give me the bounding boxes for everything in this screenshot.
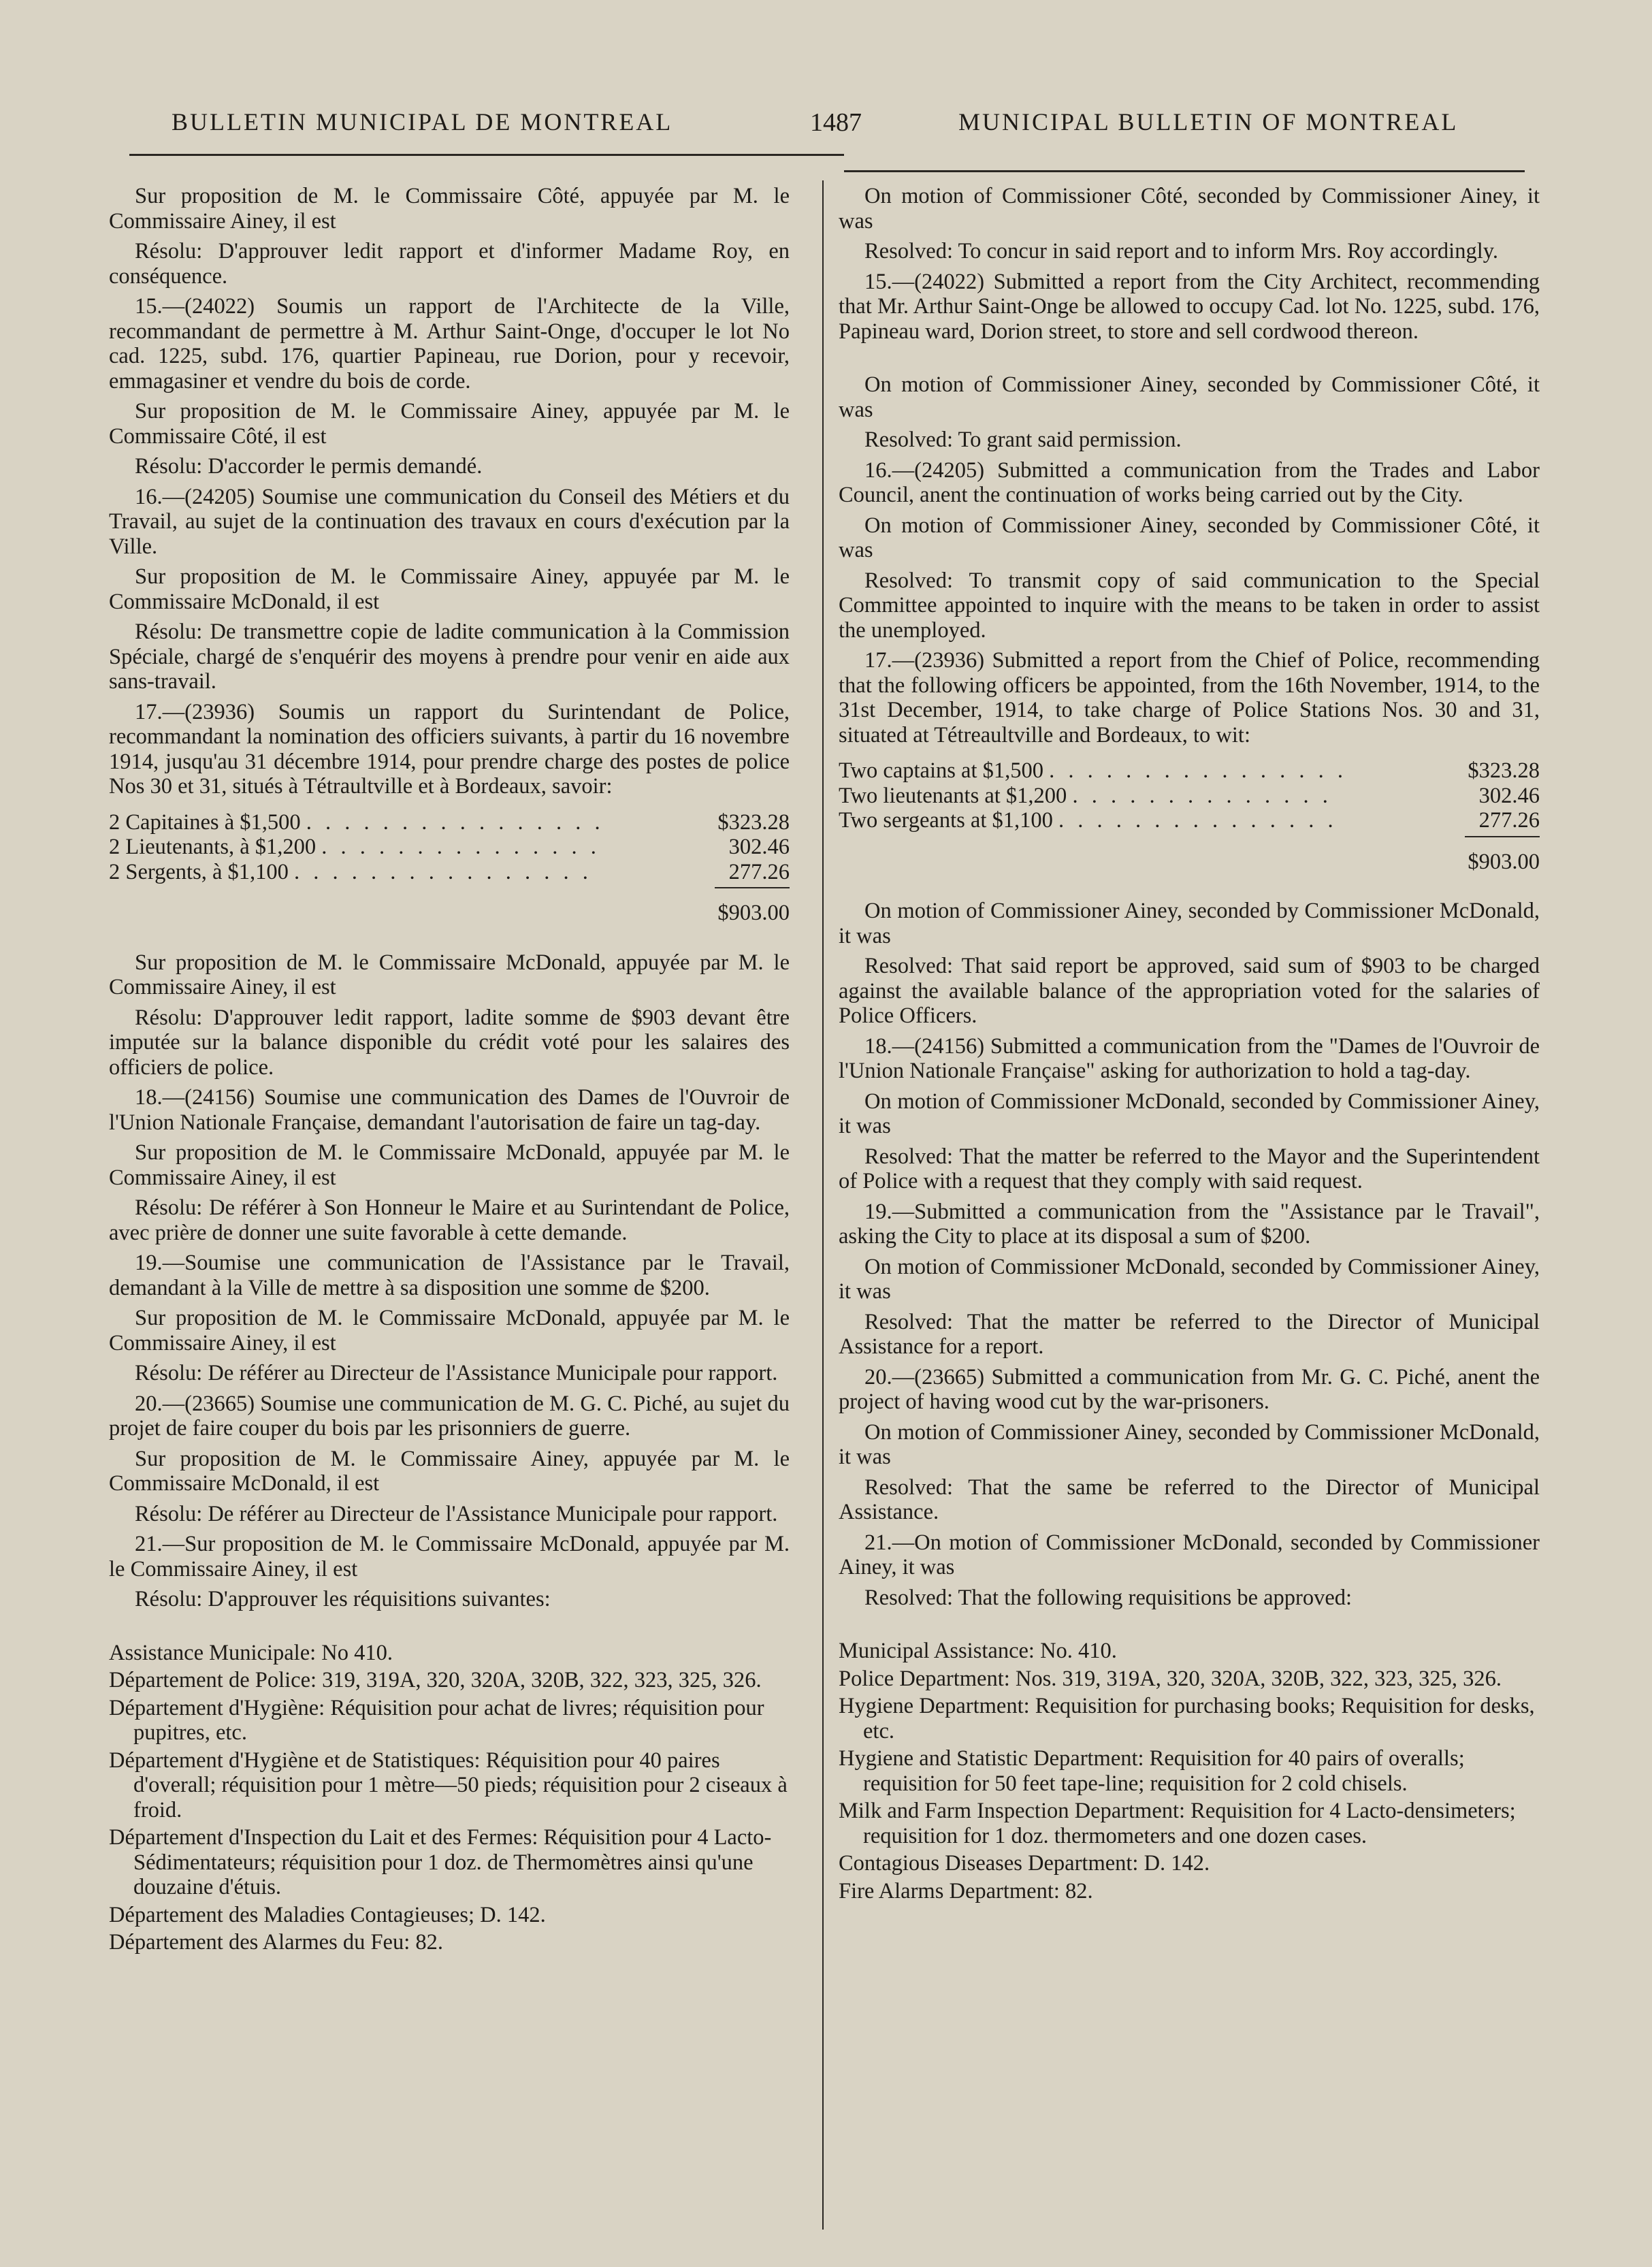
english-column bbox=[822, 184, 1540, 1906]
fr-item-15: 15.—(24022) Soumis un rapport de l'Architecte de la Ville, recommandant de permettre à M. Arthur Saint-Onge, d'occuper le lot No cad. 1225, subd. 176, quartier Papineau, rue Dorion, pour y recevoir, emmagasiner et vendre du bois de corde. bbox=[109, 294, 790, 393]
en-item-15: 15.—(24022) Submitted a report from the City Architect, recommending that Mr. Arthur Saint-Onge be allowed to occupy Cad. lot No. 1225, subd. 176, Papineau ward, Dorion street, to store and sell cordwood thereon. bbox=[839, 269, 1540, 344]
fr-resolution-2: Résolu: D'accorder le permis demandé. bbox=[135, 454, 483, 479]
table-label: 2 Capitaines à $1,500 . . . . . . . . . . . . . . . . bbox=[109, 809, 604, 835]
fr-resolution-6: Résolu: De référer au Directeur de l'Assistance Municipale pour rapport. bbox=[135, 1361, 778, 1385]
fr-item-20: 20.—(23665) Soumise une communication de M. G. C. Piché, au sujet du projet de faire couper du bois par les prisonniers de guerre. bbox=[109, 1391, 790, 1441]
page-number: 1487 bbox=[810, 108, 862, 137]
french-column bbox=[109, 184, 790, 1958]
table-amount: 302.46 bbox=[728, 835, 790, 859]
fr-table-total: $903.00 bbox=[109, 887, 790, 926]
table-row bbox=[839, 808, 1540, 833]
fr-motion-3: Sur proposition de M. le Commissaire Ainey, appuyée par M. le Commissaire McDonald, il est bbox=[109, 564, 790, 614]
table-row bbox=[109, 835, 790, 860]
en-resolution-4: Resolved: That said report be approved, said sum of $903 to be charged against the available balance of the appropriation voted for the salaries of Police Officers. bbox=[839, 954, 1540, 1028]
fr-motion-1: Sur proposition de M. le Commissaire Côté, appuyée par M. le Commissaire Ainey, il est bbox=[109, 184, 790, 234]
fr-motion-2: Sur proposition de M. le Commissaire Ainey, appuyée par M. le Commissaire Côté, il est bbox=[109, 399, 790, 449]
fr-resolution-1: Résolu: D'approuver ledit rapport et d'informer Madame Roy, en conséquence. bbox=[109, 239, 790, 289]
en-motion-6: On motion of Commissioner McDonald, seconded by Commissioner Ainey, it was bbox=[839, 1254, 1540, 1304]
list-item: Département des Alarmes du Feu: 82. bbox=[109, 1930, 443, 1955]
table-label: Two sergeants at $1,100 . . . . . . . . . . . . . . . bbox=[839, 808, 1338, 833]
fr-motion-7: Sur proposition de M. le Commissaire Ainey, appuyée par M. le Commissaire McDonald, il est bbox=[109, 1446, 790, 1496]
en-motion-7: On motion of Commissioner Ainey, seconded by Commissioner McDonald, it was bbox=[839, 1419, 1540, 1469]
en-item-19: 19.—Submitted a communication from the "Assistance par le Travail", asking the City to place at its disposal a sum of $200. bbox=[839, 1199, 1540, 1249]
en-motion-5: On motion of Commissioner McDonald, seconded by Commissioner Ainey, it was bbox=[839, 1089, 1540, 1138]
table-amount: 277.26 bbox=[728, 859, 790, 884]
en-item-21: 21.—On motion of Commissioner McDonald, seconded by Commissioner Ainey, it was bbox=[839, 1530, 1540, 1579]
en-motion-1: On motion of Commissioner Côté, seconded by Commissioner Ainey, it was bbox=[839, 184, 1540, 234]
table-amount: 277.26 bbox=[1478, 808, 1540, 833]
list-item: Assistance Municipale: No 410. bbox=[109, 1640, 393, 1665]
en-item-20: 20.—(23665) Submitted a communication from Mr. G. C. Piché, anent the project of having wood cut by the war-prisoners. bbox=[839, 1364, 1540, 1414]
list-item: Hygiene Department: Requisition for purchasing books; Requisition for desks, etc. bbox=[839, 1694, 1535, 1743]
fr-motion-4: Sur proposition de M. le Commissaire McDonald, appuyée par M. le Commissaire Ainey, il est bbox=[109, 950, 790, 999]
table-label: Two captains at $1,500 . . . . . . . . . . . . . . . . bbox=[839, 758, 1347, 783]
fr-motion-6: Sur proposition de M. le Commissaire McDonald, appuyée par M. le Commissaire Ainey, il est bbox=[109, 1306, 790, 1355]
table-row bbox=[109, 860, 790, 885]
en-resolution-3: Resolved: To transmit copy of said communication to the Special Committee appointed to inquire with the means to be taken in order to assist the unemployed. bbox=[839, 568, 1540, 643]
fr-item-17: 17.—(23936) Soumis un rapport du Surintendant de Police, recommandant la nomination des officiers suivants, à partir du 16 novembre 1914, jusqu'au 31 décembre 1914, pour prendre charge des postes de police Nos 30 et 31, situés à Tétraultville et à Bordeaux, savoir: bbox=[109, 699, 790, 799]
fr-salary-table bbox=[109, 810, 790, 885]
table-row bbox=[839, 758, 1540, 784]
header-rule-left bbox=[129, 154, 844, 156]
list-item: Milk and Farm Inspection Department: Requisition for 4 Lacto-densimeters; requisition for 1 doz. thermometers and one dozen cases. bbox=[839, 1799, 1516, 1848]
fr-resolution-3: Résolu: De transmettre copie de ladite communication à la Commission Spéciale, chargé de s'enquérir des moyens à prendre pour venir en aide aux sans-travail. bbox=[109, 620, 790, 694]
list-item: Municipal Assistance: No. 410. bbox=[839, 1639, 1117, 1663]
list-item: Département de Police: 319, 319A, 320, 320A, 320B, 322, 323, 325, 326. bbox=[109, 1668, 762, 1692]
en-item-16: 16.—(24205) Submitted a communication from the Trades and Labor Council, anent the continuation of works being carried out by the City. bbox=[839, 457, 1540, 507]
table-label: 2 Sergents, à $1,100 . . . . . . . . . . . . . . . . bbox=[109, 859, 592, 884]
table-label: Two lieutenants at $1,200 . . . . . . . . . . . . . . bbox=[839, 783, 1332, 808]
en-resolution-1: Resolved: To concur in said report and to inform Mrs. Roy accordingly. bbox=[864, 239, 1499, 263]
en-motion-2: On motion of Commissioner Ainey, seconded by Commissioner Côté, it was bbox=[839, 372, 1540, 422]
list-item: Hygiene and Statistic Department: Requisition for 40 pairs of overalls; requisition for 50 feet tape-line; requisition for 2 cold chisels. bbox=[839, 1746, 1465, 1796]
fr-resolution-7: Résolu: De référer au Directeur de l'Assistance Municipale pour rapport. bbox=[135, 1501, 778, 1526]
fr-motion-5: Sur proposition de M. le Commissaire McDonald, appuyée par M. le Commissaire Ainey, il est bbox=[109, 1140, 790, 1190]
header-english-title: MUNICIPAL BULLETIN OF MONTREAL bbox=[958, 108, 1459, 135]
table-row bbox=[109, 810, 790, 835]
list-item: Département des Maladies Contagieuses; D. 142. bbox=[109, 1902, 546, 1927]
en-resolution-5: Resolved: That the matter be referred to the Mayor and the Superintendent of Police with a request that they comply with said request. bbox=[839, 1144, 1540, 1193]
list-item: Département d'Inspection du Lait et des Fermes: Réquisition pour 4 Lacto-Sédimentateurs; réquisition pour 1 doz. de Thermomètres ainsi qu'une douzaine d'étuis. bbox=[109, 1825, 772, 1899]
fr-item-21: 21.—Sur proposition de M. le Commissaire McDonald, appuyée par M. le Commissaire Ainey, il est bbox=[109, 1532, 790, 1581]
list-item: Police Department: Nos. 319, 319A, 320, 320A, 320B, 322, 323, 325, 326. bbox=[839, 1666, 1502, 1691]
table-row bbox=[839, 784, 1540, 809]
table-amount: $323.28 bbox=[1468, 758, 1540, 783]
en-resolution-8: Resolved: That the following requisitions be approved: bbox=[864, 1585, 1353, 1610]
fr-resolution-5: Résolu: De référer à Son Honneur le Maire et au Surintendant de Police, avec prière de donner une suite favorable à cette demande. bbox=[109, 1195, 790, 1245]
en-motion-3: On motion of Commissioner Ainey, seconded by Commissioner Côté, it was bbox=[839, 513, 1540, 562]
fr-resolution-8: Résolu: D'approuver les réquisitions suivantes: bbox=[135, 1587, 551, 1611]
table-amount: $323.28 bbox=[717, 809, 790, 835]
en-table-total: $903.00 bbox=[839, 836, 1540, 875]
en-salary-table bbox=[839, 758, 1540, 833]
en-resolution-7: Resolved: That the same be referred to the Director of Municipal Assistance. bbox=[839, 1475, 1540, 1524]
list-item: Département d'Hygiène: Réquisition pour achat de livres; réquisition pour pupitres, etc. bbox=[109, 1695, 764, 1745]
table-label: 2 Lieutenants, à $1,200 . . . . . . . . . . . . . . . bbox=[109, 835, 600, 859]
en-item-17: 17.—(23936) Submitted a report from the Chief of Police, recommending that the following officers be appointed, from the 16th November, 1914, to the 31st December, 1914, to take charge of Police Stations Nos. 30 and 31, situated at Tétreaultville and Bordeaux, to wit: bbox=[839, 648, 1540, 747]
en-motion-4: On motion of Commissioner Ainey, seconded by Commissioner McDonald, it was bbox=[839, 899, 1540, 948]
en-resolution-2: Resolved: To grant said permission. bbox=[864, 428, 1182, 452]
list-item: Contagious Diseases Department: D. 142. bbox=[839, 1851, 1210, 1876]
table-amount: 302.46 bbox=[1478, 783, 1540, 808]
list-item: Fire Alarms Department: 82. bbox=[839, 1878, 1093, 1903]
fr-resolution-4: Résolu: D'approuver ledit rapport, ladite somme de $903 devant être imputée sur la balance disponible du crédit voté pour les salaires des officiers de police. bbox=[109, 1005, 790, 1080]
header-rule-right bbox=[844, 170, 1525, 172]
en-resolution-6: Resolved: That the matter be referred to the Director of Municipal Assistance for a report. bbox=[839, 1309, 1540, 1359]
header-french-title: BULLETIN MUNICIPAL DE MONTREAL bbox=[172, 108, 673, 135]
fr-item-18: 18.—(24156) Soumise une communication des Dames de l'Ouvroir de l'Union Nationale Française, demandant l'autorisation de faire un tag-day. bbox=[109, 1085, 790, 1135]
fr-item-16: 16.—(24205) Soumise une communication du Conseil des Métiers et du Travail, au sujet de la continuation des travaux en cours d'exécution par la Ville. bbox=[109, 484, 790, 559]
fr-item-19: 19.—Soumise une communication de l'Assistance par le Travail, demandant à la Ville de mettre à sa disposition une somme de $200. bbox=[109, 1251, 790, 1300]
en-item-18: 18.—(24156) Submitted a communication from the "Dames de l'Ouvroir de l'Union Nationale Française" asking for authorization to hold a tag-day. bbox=[839, 1033, 1540, 1083]
list-item: Département d'Hygiène et de Statistiques: Réquisition pour 40 paires d'overall; réquisition pour 1 mètre—50 pieds; réquisition pour 2 ciseaux à froid. bbox=[109, 1748, 788, 1822]
